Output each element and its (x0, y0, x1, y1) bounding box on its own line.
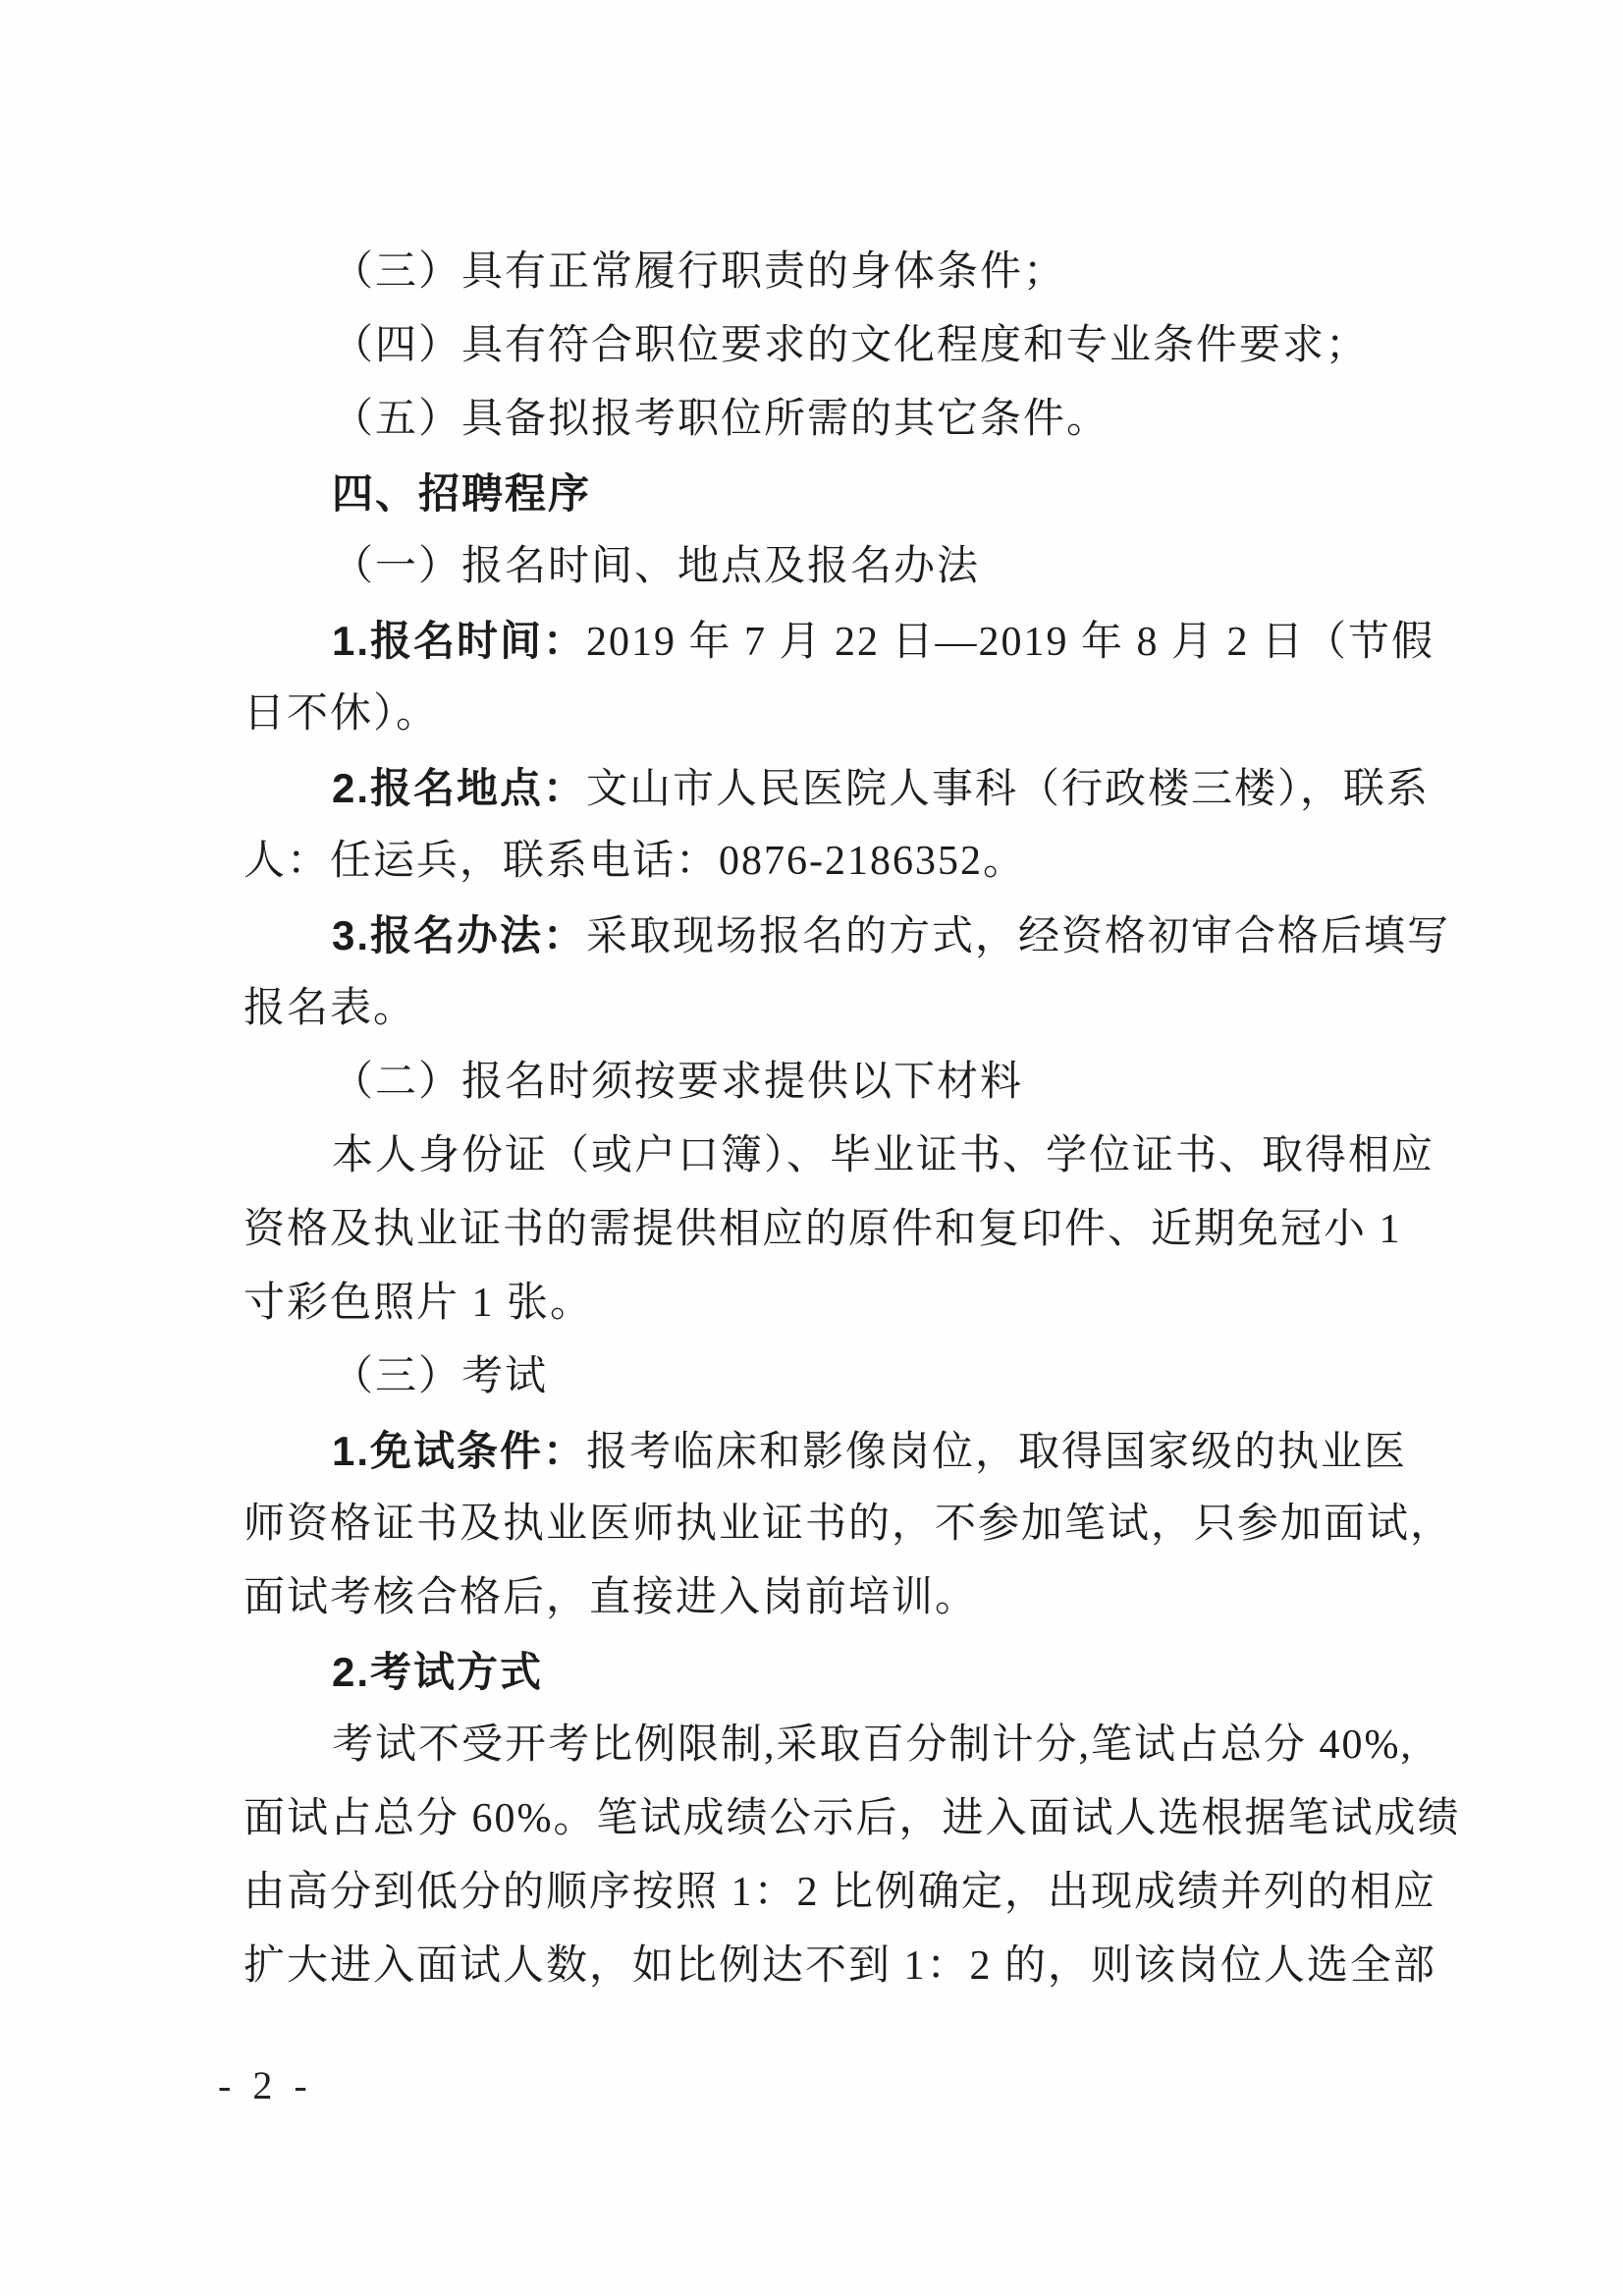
condition-item-five: （五）具备拟报考职位所需的其它条件。 (332, 397, 1110, 442)
section-heading-recruitment-procedure: 四、招聘程序 (332, 470, 592, 517)
para-materials-line3: 寸彩色照片 1 张。 (243, 1281, 594, 1326)
para-exam-exemption-line3: 面试考核合格后，直接进入岗前培训。 (243, 1575, 979, 1620)
para-registration-method-line2: 报名表。 (243, 986, 417, 1031)
para-registration-place-line1: 2.报名地点：文山市人民医院人事科（行政楼三楼），联系 (332, 765, 1431, 812)
para-exam-method-line1: 考试不受开考比例限制,采取百分制计分,笔试占总分 40%, (332, 1722, 1413, 1768)
para-exam-method-line3: 由高分到低分的顺序按照 1：2 比例确定，出现成绩并列的相应 (243, 1870, 1437, 1915)
para-registration-place-line2: 人：任运兵，联系电话：0876-2186352。 (243, 839, 1026, 884)
subsection-heading-registration-info: （一）报名时间、地点及报名办法 (332, 544, 981, 589)
para-exam-exemption-line1: 1.免试条件：报考临床和影像岗位，取得国家级的执业医 (332, 1428, 1408, 1475)
subsection-heading-exam: （三）考试 (332, 1354, 549, 1399)
para-registration-method-line1: 3.报名办法：采取现场报名的方式，经资格初审合格后填写 (332, 912, 1451, 959)
heading-exam-method: 2.考试方式 (332, 1649, 544, 1695)
para-exam-method-line2: 面试占总分 60%。笔试成绩公示后，进入面试人选根据笔试成绩 (243, 1796, 1461, 1841)
document-body (243, 236, 1490, 2003)
page-number: - 2 - (218, 2063, 313, 2107)
para-materials-line2: 资格及执业证书的需提供相应的原件和复印件、近期免冠小 1 (243, 1207, 1402, 1252)
condition-item-four: （四）具有符合职位要求的文化程度和专业条件要求； (332, 323, 1370, 368)
para-registration-time-line2: 日不休）。 (243, 691, 440, 737)
para-materials-line1: 本人身份证（或户口簿）、毕业证书、学位证书、取得相应 (332, 1133, 1435, 1178)
subsection-heading-materials: （二）报名时须按要求提供以下材料 (332, 1060, 1024, 1105)
para-registration-time-line1: 1.报名时间：2019 年 7 月 22 日—2019 年 8 月 2 日（节假 (332, 618, 1435, 665)
condition-item-three: （三）具有正常履行职责的身体条件； (332, 249, 1067, 295)
para-exam-method-line4: 扩大进入面试人数，如比例达不到 1：2 的，则该岗位人选全部 (243, 1943, 1437, 1989)
para-exam-exemption-line2: 师资格证书及执业医师执业证书的，不参加笔试，只参加面试， (243, 1502, 1454, 1547)
